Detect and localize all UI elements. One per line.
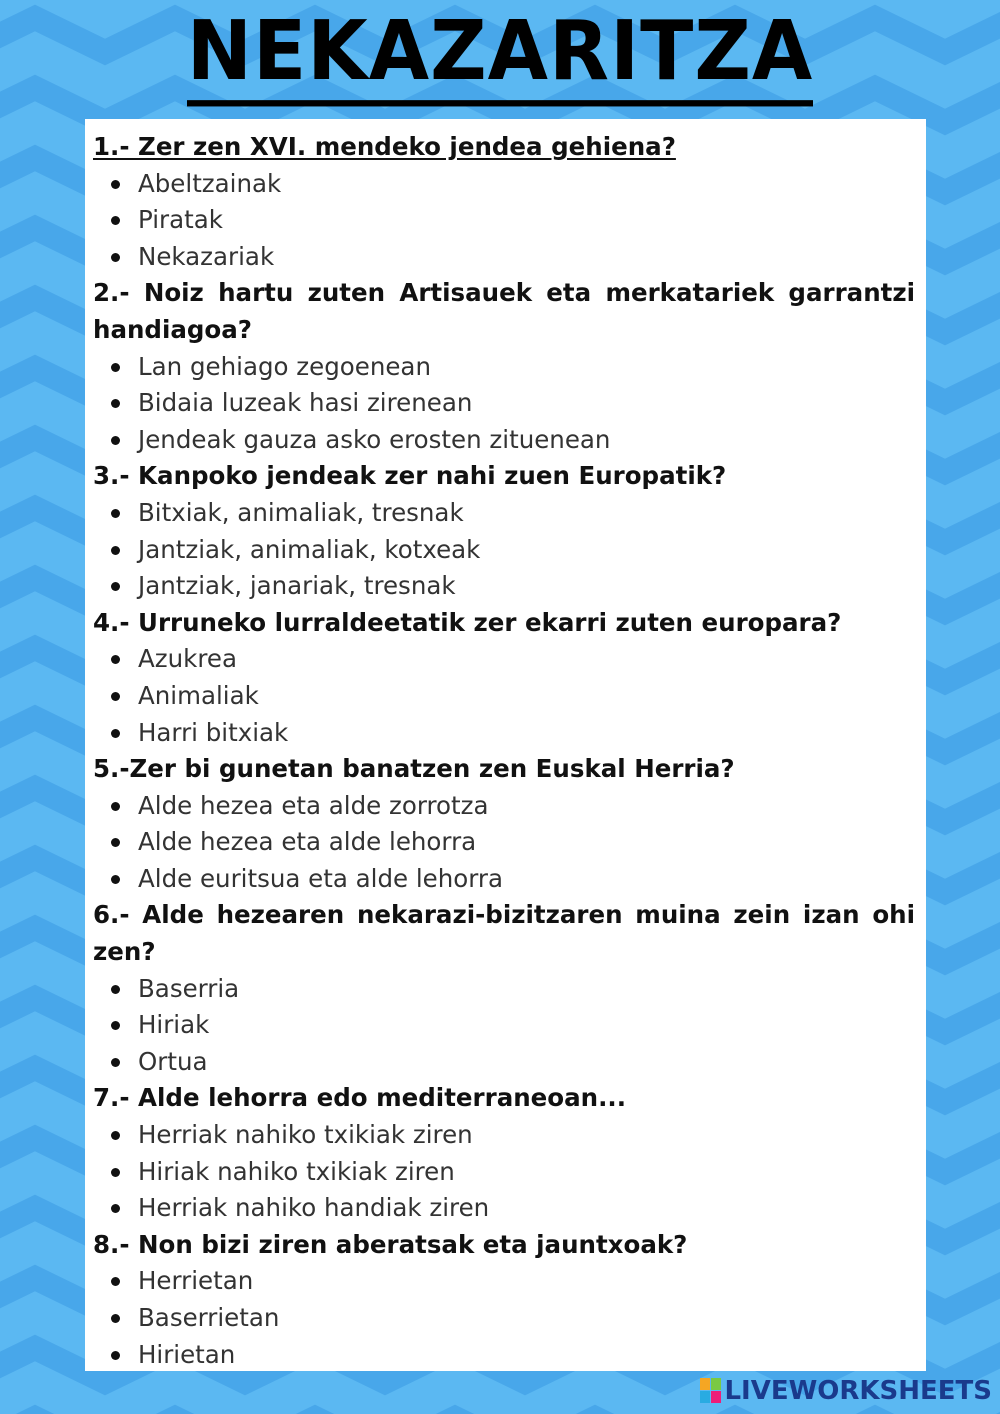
answer-option-label: Bidaia luzeak hasi zirenean bbox=[138, 388, 473, 418]
answer-option-label: Bitxiak, animaliak, tresnak bbox=[138, 497, 464, 527]
answer-option[interactable] bbox=[93, 385, 915, 422]
answer-option-label: Jendeak gauza asko erosten zituenean bbox=[138, 424, 611, 454]
answer-option-label: Hiriak nahiko txikiak ziren bbox=[138, 1156, 455, 1186]
bullet-icon bbox=[111, 1351, 120, 1360]
question-2: 2.- Noiz hartu zuten Artisauek eta merkatariek garrantzi handiagoa? bbox=[93, 278, 915, 344]
answer-option[interactable] bbox=[93, 202, 915, 239]
answer-option[interactable] bbox=[93, 1263, 915, 1300]
answer-option-label: Jantziak, janariak, tresnak bbox=[138, 571, 456, 601]
bullet-icon bbox=[111, 838, 120, 847]
answer-option-label: Azukrea bbox=[138, 644, 237, 674]
bullet-icon bbox=[111, 802, 120, 811]
answer-option[interactable] bbox=[93, 239, 915, 276]
brand-watermark bbox=[700, 1374, 992, 1408]
answer-option-label: Alde hezea eta alde zorrotza bbox=[138, 790, 489, 820]
answer-option-label: Nekazariak bbox=[138, 241, 275, 271]
answer-option-label: Piratak bbox=[138, 205, 223, 235]
answer-option[interactable] bbox=[93, 1007, 915, 1044]
answer-option-label: Alde hezea eta alde lehorra bbox=[138, 827, 477, 857]
bullet-icon bbox=[111, 729, 120, 738]
answer-option[interactable] bbox=[93, 532, 915, 569]
answer-option-label: Alde euritsua eta alde lehorra bbox=[138, 863, 503, 893]
answer-option[interactable] bbox=[93, 788, 915, 825]
answer-option[interactable] bbox=[93, 166, 915, 203]
answer-option-label: Herriak nahiko handiak ziren bbox=[138, 1193, 490, 1223]
bullet-icon bbox=[111, 875, 120, 884]
options-list-8 bbox=[93, 1263, 915, 1373]
answer-option-label: Harri bitxiak bbox=[138, 717, 289, 747]
answer-option[interactable] bbox=[93, 971, 915, 1008]
bullet-icon bbox=[111, 1168, 120, 1177]
liveworksheets-logo-icon bbox=[700, 1378, 722, 1404]
answer-option[interactable] bbox=[93, 824, 915, 861]
options-list-3 bbox=[93, 495, 915, 605]
answer-option[interactable] bbox=[93, 1190, 915, 1227]
answer-option[interactable] bbox=[93, 1117, 915, 1154]
answer-option[interactable] bbox=[93, 1337, 915, 1374]
answer-option-label: Ortua bbox=[138, 1046, 208, 1076]
bullet-icon bbox=[111, 692, 120, 701]
answer-option[interactable] bbox=[93, 495, 915, 532]
question-5: 5.-Zer bi gunetan banatzen zen Euskal Herria? bbox=[93, 754, 735, 784]
question-7: 7.- Alde lehorra edo mediterraneoan... bbox=[93, 1083, 627, 1113]
bullet-icon bbox=[111, 436, 120, 445]
bullet-icon bbox=[111, 399, 120, 408]
answer-option[interactable] bbox=[93, 1300, 915, 1337]
answer-option[interactable] bbox=[93, 1044, 915, 1081]
answer-option[interactable] bbox=[93, 1154, 915, 1191]
bullet-icon bbox=[111, 546, 120, 555]
answer-option-label: Herriak nahiko txikiak ziren bbox=[138, 1120, 473, 1150]
question-8: 8.- Non bizi ziren aberatsak eta jauntxoak? bbox=[93, 1229, 688, 1259]
bullet-icon bbox=[111, 985, 120, 994]
options-list-6 bbox=[93, 971, 915, 1081]
answer-option[interactable] bbox=[93, 641, 915, 678]
question-6: 6.- Alde hezearen nekarazi-bizitzaren muina zein izan ohi zen? bbox=[93, 900, 915, 967]
brand-text: LIVEWORKSHEETS bbox=[724, 1376, 992, 1406]
bullet-icon bbox=[111, 1021, 120, 1030]
bullet-icon bbox=[111, 509, 120, 518]
bullet-icon bbox=[111, 1058, 120, 1067]
bullet-icon bbox=[111, 1277, 120, 1286]
answer-option-label: Baserria bbox=[138, 973, 240, 1003]
answer-option[interactable] bbox=[93, 349, 915, 386]
bullet-icon bbox=[111, 1204, 120, 1213]
answer-option-label: Lan gehiago zegoenean bbox=[138, 351, 431, 381]
question-1: 1.- Zer zen XVI. mendeko jendea gehiena? bbox=[93, 132, 676, 161]
answer-option[interactable] bbox=[93, 678, 915, 715]
question-3: 3.- Kanpoko jendeak zer nahi zuen Europatik? bbox=[93, 461, 727, 491]
options-list-4 bbox=[93, 641, 915, 751]
answer-option-label: Hirietan bbox=[138, 1339, 236, 1369]
answer-option-label: Jantziak, animaliak, kotxeak bbox=[138, 534, 481, 564]
answer-option-label: Hiriak bbox=[138, 1010, 210, 1040]
bullet-icon bbox=[111, 216, 120, 225]
question-4: 4.- Urruneko lurraldeetatik zer ekarri zuten europara? bbox=[93, 607, 842, 637]
bullet-icon bbox=[111, 582, 120, 591]
bullet-icon bbox=[111, 180, 120, 189]
bullet-icon bbox=[111, 1314, 120, 1323]
options-list-2 bbox=[93, 349, 915, 459]
bullet-icon bbox=[111, 1131, 120, 1140]
answer-option-label: Herrietan bbox=[138, 1266, 254, 1296]
quiz-card bbox=[85, 119, 926, 1371]
answer-option[interactable] bbox=[93, 715, 915, 752]
answer-option[interactable] bbox=[93, 422, 915, 459]
answer-option[interactable] bbox=[93, 861, 915, 898]
bullet-icon bbox=[111, 363, 120, 372]
options-list-1 bbox=[93, 166, 915, 276]
options-list-7 bbox=[93, 1117, 915, 1227]
answer-option[interactable] bbox=[93, 568, 915, 605]
answer-option-label: Animaliak bbox=[138, 680, 259, 710]
answer-option-label: Abeltzainak bbox=[138, 168, 282, 198]
answer-option-label: Baserrietan bbox=[138, 1303, 280, 1332]
bullet-icon bbox=[111, 655, 120, 664]
options-list-5 bbox=[93, 788, 915, 898]
bullet-icon bbox=[111, 253, 120, 262]
page-title: NEKAZARITZA bbox=[0, 6, 1000, 104]
